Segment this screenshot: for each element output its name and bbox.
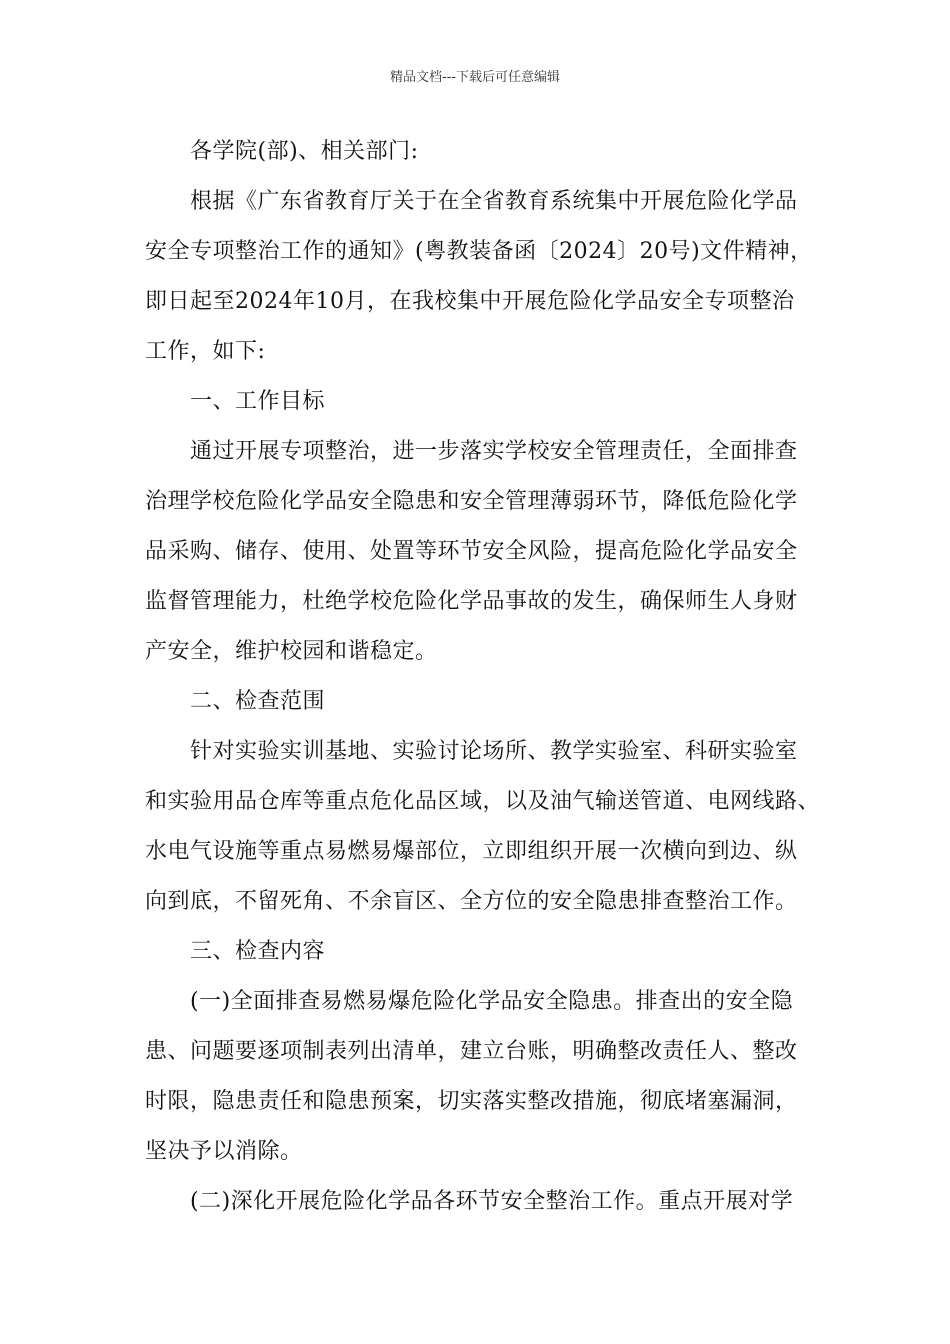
paragraph-line: 通过开展专项整治，进一步落实学校安全管理责任，全面排查 [190,439,798,464]
paragraph-line: 工作，如下: [145,339,266,364]
salutation: 各学院(部)、相关部门: [190,139,419,164]
paragraph-line: 产安全，维护校园和谐稳定。 [145,639,438,664]
paragraph-line: 治理学校危险化学品安全隐患和安全管理薄弱环节，降低危险化学 [145,489,798,514]
paragraph-line: 品采购、储存、使用、处置等环节安全风险，提高危险化学品安全 [145,539,798,564]
page-header: 精品文档---下载后可任意编辑 [389,70,561,85]
paragraph-line: 向到底，不留死角、不余盲区、全方位的安全隐患排查整治工作。 [145,889,798,914]
paragraph-line: 监督管理能力，杜绝学校危险化学品事故的发生，确保师生人身财 [145,589,798,614]
paragraph-line: 和实验用品仓库等重点危化品区域，以及油气输送管道、电网线路、 [145,789,821,814]
paragraph-line: 坚决予以消除。 [145,1139,303,1164]
paragraph-line: (一)全面排查易燃易爆危险化学品安全隐患。排查出的安全隐 [190,989,794,1014]
paragraph-line: (二)深化开展危险化学品各环节安全整治工作。重点开展对学 [190,1189,794,1214]
paragraph-line: 水电气设施等重点易燃易爆部位，立即组织开展一次横向到边、纵 [145,839,798,864]
paragraph-line: 根据《广东省教育厅关于在全省教育系统集中开展危险化学品 [190,189,798,214]
paragraph-line: 时限，隐患责任和隐患预案，切实落实整改措施，彻底堵塞漏洞， [145,1089,798,1114]
paragraph-line: 安全专项整治工作的通知》(粤教装备函〔2024〕20号)文件精神， [145,239,813,264]
paragraph-line: 即日起至2024年10月，在我校集中开展危险化学品安全专项整治 [145,289,795,314]
section-heading: 二、检查范围 [190,689,326,714]
paragraph-line: 针对实验实训基地、实验讨论场所、教学实验室、科研实验室 [190,739,798,764]
paragraph-line: 患、问题要逐项制表列出清单，建立台账，明确整改责任人、整改 [145,1039,798,1064]
section-heading: 一、工作目标 [190,389,326,414]
section-heading: 三、检查内容 [190,939,326,964]
